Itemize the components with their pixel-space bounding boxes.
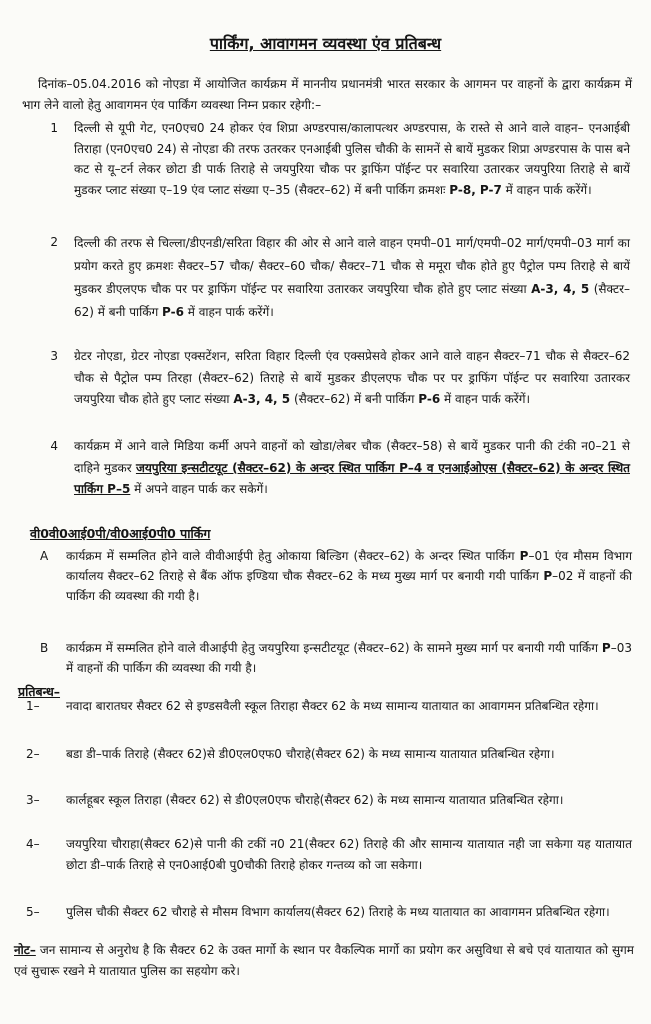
item-tail: में वाहन पार्क करेंगें। [501, 182, 592, 197]
parking-code: P-6 [418, 392, 441, 406]
item-number: 3 [50, 349, 58, 363]
parking-code: P [543, 569, 553, 583]
vip-parking-heading: वी0वी0आई0पी/वी0आई0पी0 पार्किग [30, 526, 211, 541]
restriction-number: 4– [26, 837, 40, 851]
item-tail: में वाहन पार्क करेंगें। [440, 392, 531, 406]
page-title: पार्किंग, आवागमन व्यवस्था एंव प्रतिबन्ध [209, 34, 442, 53]
vip-item-text: कार्यक्रम में सम्मलित होने वाले वीआईपी हेतु जयपुरिया इन्सटीटयूट (सैक्टर–62) के सामने मुख्य मार्ग पर बनायी गयी पार्किग [66, 641, 602, 655]
item-tail: में वाहन पार्क करेंगें। [183, 305, 274, 319]
restriction-item: नवादा बारातघर सैक्टर 62 से इण्डसवैली स्कूल तिराहा सैक्टर 62 के मध्य सामान्य यातायात का आवागमन प्रतिबन्धित रहेगा। [66, 699, 599, 713]
item-number: 1 [50, 121, 58, 135]
item-text: दिल्ली से यूपी गेट, एन0एच0 24 होकर एंव शिप्रा अण्डरपास/कालापत्थर अण्डरपास, के रास्ते से आने वाले वाहन– एनआईबी तिराहा (एन0एच0 24) से नोएडा की तरफ उतरकर एनआईबी पुलिस चौकी के सामनें से बायें मुडकर शिप्रा अण्डरपास के पास बने कट से यू–टर्न लेकर छोटा डी पार्क तिराहे से जयपुरिया चौक पर ड्राफिंग पॉईन्ट पर सवारिया उतारकर जयपुरिया तिराहे से बायें मुडकर प्लाट संख्या ए–19 एंव प्लाट संख्या ए–35 (सैक्टर–62) में बनी पार्किग क्रमशः [74, 121, 630, 197]
vip-item [66, 638, 632, 678]
list-item [74, 118, 630, 200]
restriction-item: जयपुरिया चौराहा(सैक्टर 62)से पानी की टकीं न0 21(सैक्टर 62) तिराहे की और सामान्य यातायात नही जा सकेगा यह यातायात छोटा डी–पार्क तिराहे से एन0आई0बी पु0चौकी तिराहे होकर गन्तव्य को जा सकेगा। [66, 837, 632, 872]
restriction-item: पुलिस चौकी सैक्टर 62 चौराहे से मौसम विभाग कार्यालय(सैक्टर 62) तिराहे के मध्य यातायात का आवागमन प्रतिबन्धित रहेगा। [66, 905, 610, 919]
list-item [74, 232, 630, 324]
item-mid: (सैक्टर–62) में बनी पार्किग [74, 282, 630, 319]
plot-codes: A-3, 4, 5 [233, 392, 291, 406]
item-text: कार्यक्रम में आने वाले मिडिया कर्मी अपने वाहनों को खोडा/लेबर चौक (सैक्टर–58) से बायें मुडकर पानी की टंकी न0–21 से दाहिने मुडकर [74, 439, 630, 475]
vip-item-text: कार्यक्रम में सम्मलित होने वाले वीवीआईपी हेतु ओकाया बिल्डिग (सैक्टर–62) के अन्दर स्थित पार्किग [66, 549, 520, 563]
restriction-number: 1– [26, 699, 40, 713]
vip-item-letter: A [40, 549, 49, 563]
list-item [74, 346, 630, 411]
note-text: जन सामान्य से अनुरोध है कि सैक्टर 62 के उक्त मार्गो के स्थान पर वैकल्पिक मार्गो का प्रयोग कर असुविधा से बचे एवं यातायात को सुगम एवं सुचारू रखने मे यातायात पुलिस का सहयोग करे। [14, 943, 634, 978]
media-parking-text: जयपुरिया इन्सटीटयूट (सैक्टर–62) के अन्दर स्थित पार्किग P–4 व एनआईओएस (सैक्टर–62) के अन्दर स्थित पार्किग P–5 [74, 460, 630, 496]
vip-item [66, 546, 632, 606]
vip-item-tail: –02 में वाहनों की पार्किग की व्यवस्था की गयी है। [66, 569, 632, 603]
restriction-item: बडा डी–पार्क तिराहे (सैक्टर 62)से डी0एल0एफ0 चौराहे(सैक्टर 62) के मध्य सामान्य यातायात प्रतिबन्धित रहेगा। [66, 747, 555, 761]
parking-code: P-6 [162, 305, 184, 319]
note-paragraph [14, 940, 634, 982]
restriction-item: कार्लहूबर स्कूल तिराहा (सैक्टर 62) से डी0एल0एफ चौराहे(सैक्टर 62) के मध्य सामान्य यातायात प्रतिबन्धित रहेगा। [66, 793, 564, 807]
item-mid: (सैक्टर–62) में बनी पार्किग [290, 392, 419, 406]
plot-codes: A-3, 4, 5 [531, 282, 590, 296]
parking-code: P-8, P-7 [449, 182, 502, 197]
restriction-number: 3– [26, 793, 40, 807]
intro-paragraph: दिनांक–05.04.2016 को नोएडा में आयोजित कार्यक्रम में माननीय प्रधानमंत्री भारत सरकार के आगमन पर वाहनों के द्वारा कार्यक्रम में भाग लेने वालो हेतु आवागमन एंव पार्किंग व्यवस्था निम्न प्रकार रहेगी:– [22, 77, 632, 112]
vip-item-mid: –01 एंव मौसम विभाग कार्यालय सैक्टर–62 तिराहे से बैंक ऑफ इण्डिया चौक सैक्टर–62 के मध्य मुख्य मार्ग पर बनायी गयी पार्किग [66, 549, 632, 583]
list-item [74, 436, 630, 501]
item-text: दिल्ली की तरफ से चिल्ला/डीएनडी/सरिता विहार की ओर से आने वाले वाहन एमपी–01 मार्ग/एमपी–02 मार्ग/एमपी–03 मार्ग का प्रयोग करते हुए क्रमशः सैक्टर–57 चौक/ सैक्टर–60 चौक/ सैक्टर–71 चौक से ममूरा चौक होते हुए पैट्रोल पम्प तिराहे से बायें मुडकर डीएलएफ चौक पर पर ड्राफिंग पॉईन्ट पर सवारिया उतारकर जयपुरिया चौक होते हुए प्लाट संख्या [74, 236, 630, 296]
parking-code: P [519, 549, 529, 563]
vip-item-letter: B [40, 641, 49, 655]
restriction-number: 2– [26, 747, 40, 761]
restrictions-heading: प्रतिबन्ध– [18, 684, 61, 699]
note-label: नोट– [14, 943, 36, 957]
item-tail: में अपने वाहन पार्क कर सकेगें। [130, 482, 268, 496]
restriction-number: 5– [26, 905, 40, 919]
vip-item-tail: –03 में वाहनों की पार्किग की व्यवस्था की गयी है। [66, 641, 632, 675]
item-number: 2 [50, 235, 58, 249]
item-text: ग्रेटर नोएडा, ग्रेटर नोएडा एक्सटेंशन, सरिता विहार दिल्ली एंव एक्सप्रेसवे होकर आने वाले वाहन सैक्टर–71 चौक से सैक्टर–62 चौक से पैट्रोल पम्प तिरहा (सैक्टर–62) तिराहे से बायें मुडकर डीएलएफ चौक पर पर ड्राफिंग पॉईन्ट पर सवारिया उतारकर जयपुरिया चौक होते हुए प्लाट संख्या [74, 349, 630, 406]
parking-code: P [601, 641, 611, 655]
item-number: 4 [50, 439, 58, 453]
